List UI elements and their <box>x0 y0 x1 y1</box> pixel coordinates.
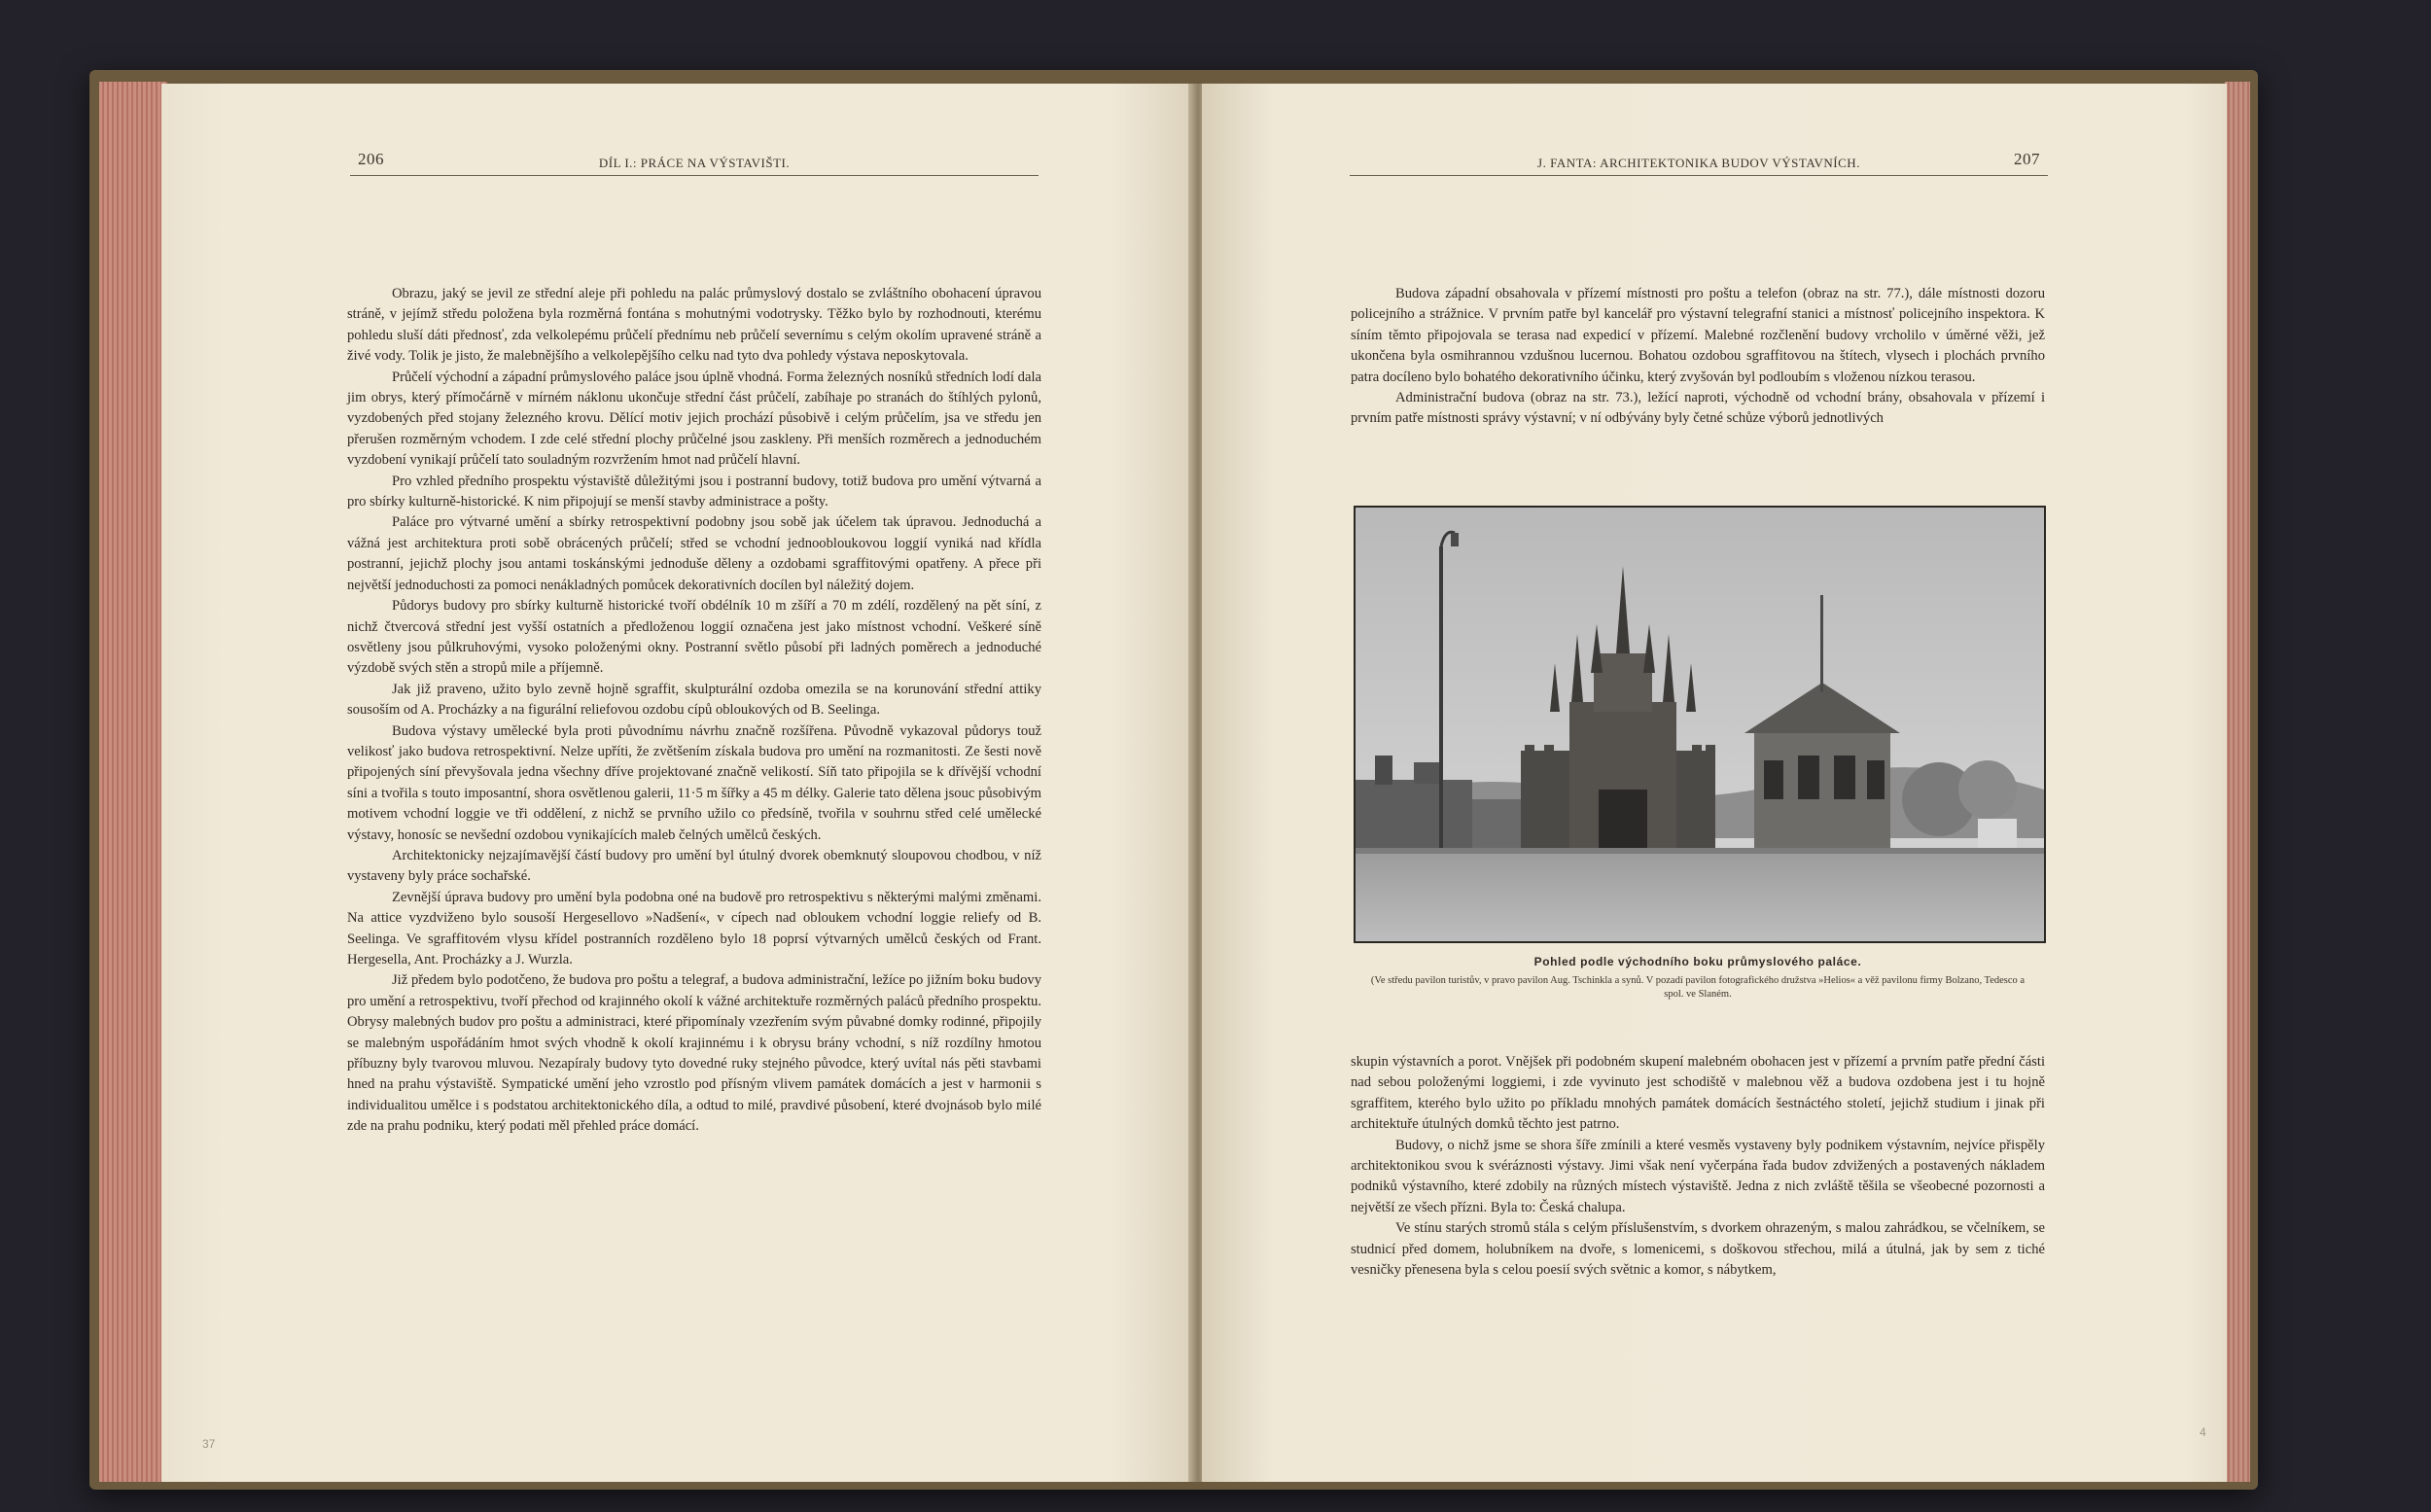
paragraph: skupin výstavních a porot. Vnějšek při podobném skupení malebném obohacen jest v přízemí a prvním patře přední části nad sebou položenými loggiemi, i zde vyvinuto jest schodiště v malebnou věž a budova ozdobena jest i tu hojně sgraffitem, kterého bylo užito po příkladu mnohých památek domácích šestnáctého století, jejichž studium i jinak při architektuře útulných domků těchto jest patrno. <box>1351 1054 2045 1133</box>
photo-caption-text: (Ve středu pavilon turistův, v pravo pavilon Aug. Tschinkla a synů. V pozadí pavilon fotografického družstva »Helios« a věž pavilonu firmy Bolzano, Tedesco a spol. ve Slaném. <box>1370 975 2026 1000</box>
exhibition-photo-illustration <box>1356 508 2044 941</box>
paragraph: Jak již praveno, užito bylo zevně hojně sgraffit, skulpturální ozdoba omezila se na korunování střední attiky sousoším od A. Procházky a na figurální reliefovou ozdobu cípů obloukových od B. Seelinga. <box>347 681 1041 719</box>
left-running-head: DÍL I.: PRÁCE NA VÝSTAVIŠTI. <box>598 156 791 170</box>
right-body-text-top <box>1351 284 2045 430</box>
right-pencil-mark: 4 <box>2200 1425 2206 1439</box>
paragraph: Pro vzhled předního prospektu výstaviště důležitými jsou i postranní budovy, totiž budova pro umění výtvarná a pro sbírky kulturně-historické. K nim připojují se menší stavby administrace a pošty. <box>347 473 1041 510</box>
right-running-header <box>1350 150 2048 176</box>
left-running-header <box>350 150 1039 176</box>
paragraph: Administrační budova (obraz na str. 73.), ležící naproti, východně od vchodní brány, obsahovala v přízemí i prvním patře místnosti správy výstavní; v ní odbývány byly četné schůze výborů jednotlivých <box>1351 390 2045 427</box>
paragraph: Půdorys budovy pro sbírky kulturně historické tvoří obdélník 10 m zšíří a 70 m zdélí, rozdělený na pět síní, z nichž čtvercová střední jest vyšší ostatních a předloženou loggií označena jest jako místnost vchodní. Veškeré síně osvětleny jsou půlkruhovými, vysoko položenými okny. Postranní světlo působí při ladných poměrech a jednoduché výzdobě svých stěn a stropů mile a příjemně. <box>347 598 1041 677</box>
right-body-text-bottom <box>1351 1052 2045 1281</box>
exhibition-photograph <box>1354 506 2046 943</box>
left-body-text <box>347 284 1041 1138</box>
paragraph: Budovy, o nichž jsme se shora šíře zmínili a které vesměs vystaveny byly podnikem výstavním, nejvíce přispěly architektonikou svou k svéráznosti výstavy. Jimi však není vyčerpána řada budov zdvižených a postavených nákladem podniků výstavního, které zdobily na různých místech výstaviště. Jedna z nich zvláště těšila se všeobecné pozornosti a největší ze všech přízni. Byla to: Česká chalupa. <box>1351 1137 2045 1215</box>
left-pencil-mark: 37 <box>202 1437 216 1451</box>
page-edges-right <box>2225 82 2250 1482</box>
left-page-number: 206 <box>358 150 384 168</box>
photo-caption-title: Pohled podle východního boku průmyslového paláce. <box>1533 955 1862 968</box>
paragraph: Již předem bylo podotčeno, že budova pro poštu a telegraf, a budova administrační, ležíce po jižním boku budovy pro umění a retrospektivu, tvoří přechod od krajinného okolí k vážné architektuře rozměrných paláců předního prospektu. Obrysy malebných budov pro poštu a administraci, které připomínaly vzezřením svým půvabné domky rodinné, připojily se malebným uspořádáním hmot svých vhodně k okolí krajinnému i k obrysu brány vchodní, s níž rozdílny hmotou příbuzny byly tvarovou mluvou. Nezapíraly budovy tyto dovedné ruky stejného původce, který uvítal nás pěti stavbami hned na prahu výstaviště. Sympatické umění jeho vzrostlo pod přísným vlivem památek domácích a jest v harmonii s individualitou umělce i s podstatou architektonického díla, a odtud to milé, pravdivé působení, které dvojnásob bylo milé zde na prahu podniku, který podati měl přehled práce domácí. <box>347 972 1041 1135</box>
paragraph: Budova západní obsahovala v přízemí místnosti pro poštu a telefon (obraz na str. 77.), dále místnosti dozoru policejního a strážnice. V prvním patře byl kancelář pro výstavní telegrafní stanici a místnosť policejního inspektora. K síním těmto připojovala se terasa nad expedicí v přízemí. Malebné rozčlenění budovy vrcholilo v úměrné věži, jež ukončena byla osmihrannou vzdušnou lucernou. Bohatou ozdobou sgraffitovou na štítech, vlysech i plochách prvního patra docíleno bylo bohatého dekorativního účinku, který zvyšován byl podloubím s vloženou nízkou terasou. <box>1351 286 2045 385</box>
right-page-number: 207 <box>2014 150 2040 168</box>
paragraph: Budova výstavy umělecké byla proti původnímu návrhu značně rozšířena. Původně vykazoval půdorys touž velikosť jako budova retrospektivní. Nelze upříti, že zvětšením získala budova pro umění na rozmanitosti. Ze šesti nově připojených síní převyšovala jedna všechny dříve projektované značně velikostí. Síň tato připojila se k dřívější vchodní síni a tvořila s touto imposantní, shora osvětlenou galerii, 11·5 m šířky a 45 m délky. Galerie tato dělena jsouc působivým motivem vchodní loggie ve tři oddělení, z nichž se prvního užilo co předsíně, tvořila v souhrnu střed celé umělecké výstavy, honosíc se nevšední ozdobou vynikajících maleb čelných umělců českých. <box>347 722 1041 843</box>
paragraph: Paláce pro výtvarné umění a sbírky retrospektivní podobny jsou sobě jak účelem tak úpravou. Jednoduchá a vážná jest architektura proti sobě obrácených průčelí; střed se vchodní jednoobloukovou loggií vyniká nad křídla postranní, jejichž plochy jsou antami toskánskými jednoduše děleny a ozdobami sgraffitovými opatřeny. A přece při největší jednoduchosti za pomoci nenákladných pomůcek dekorativních docílen byl náležitý dojem. <box>347 514 1041 593</box>
page-edges-left <box>99 82 167 1482</box>
right-running-head: J. FANTA: ARCHITEKTONIKA BUDOV VÝSTAVNÍCH. <box>1537 156 1860 170</box>
paragraph: Obrazu, jaký se jevil ze střední aleje při pohledu na palác průmyslový dostalo se zvláštního obohacení úpravou stráně, v jejímž středu položena byla rozměrná fontána s mohutnými vodotrysky. Těžko bylo by rozhodnouti, kterému pohledu sluší dáti přednosť, zda velkolepému průčelí přednímu neb průčelí severnímu s celým okolím upravené stráně a živé vody. Tolik je jisto, že malebnějšího a velkolepějšího celku nad tyto dva pohledy výstava neposkytovala. <box>347 286 1041 365</box>
paragraph: Zevnější úprava budovy pro umění byla podobna oné na budově pro retrospektivu s některými malými změnami. Na attice vyzdviženo bylo sousoší Hergesellovo »Nadšení«, v cípech nad obloukem vchodní loggie reliefy od B. Seelinga. Ve sgraffitovém vlysu křídel postranních rozděleno bylo 18 poprsí výtvarných umělců českých od Frant. Hergesella, Ant. Procházky a J. Wurzla. <box>347 889 1041 967</box>
paragraph: Ve stínu starých stromů stála s celým příslušenstvím, s dvorkem ohrazeným, s malou zahrádkou, se včelníkem, se studnicí před domem, holubníkem na dvoře, s lomenicemi, s doškovou střechou, milá a útulná, jak by sem z tiché vesničky přenesena byla s celou poesií svých světnic a komor, s nábytkem, <box>1351 1220 2045 1279</box>
paragraph: Průčelí východní a západní průmyslového paláce jsou úplně vhodná. Forma železných nosníků středních lodí dala jim obrys, který přímočárně v mírném náklonu ukončuje střední část průčelí, zabíhaje po stranách do štíhlých pylonů, vyzdobených před stojany železného krovu. Dělící motiv jejich prochází působivě i celým průčelím, jsa ve středu jen přerušen rozměrným vchodem. I zde celé střední plochy průčelné jsou zaskleny. Při menších rozměrech a jednoduchém vyzdobení vynikají průčelí tato souladným rozvržením hmot nad průčelí hlavní. <box>347 369 1041 469</box>
paragraph: Architektonicky nejzajímavější částí budovy pro umění byl útulný dvorek obemknutý sloupovou chodbou, v níž vystaveny byly práce sochařské. <box>347 847 1041 885</box>
